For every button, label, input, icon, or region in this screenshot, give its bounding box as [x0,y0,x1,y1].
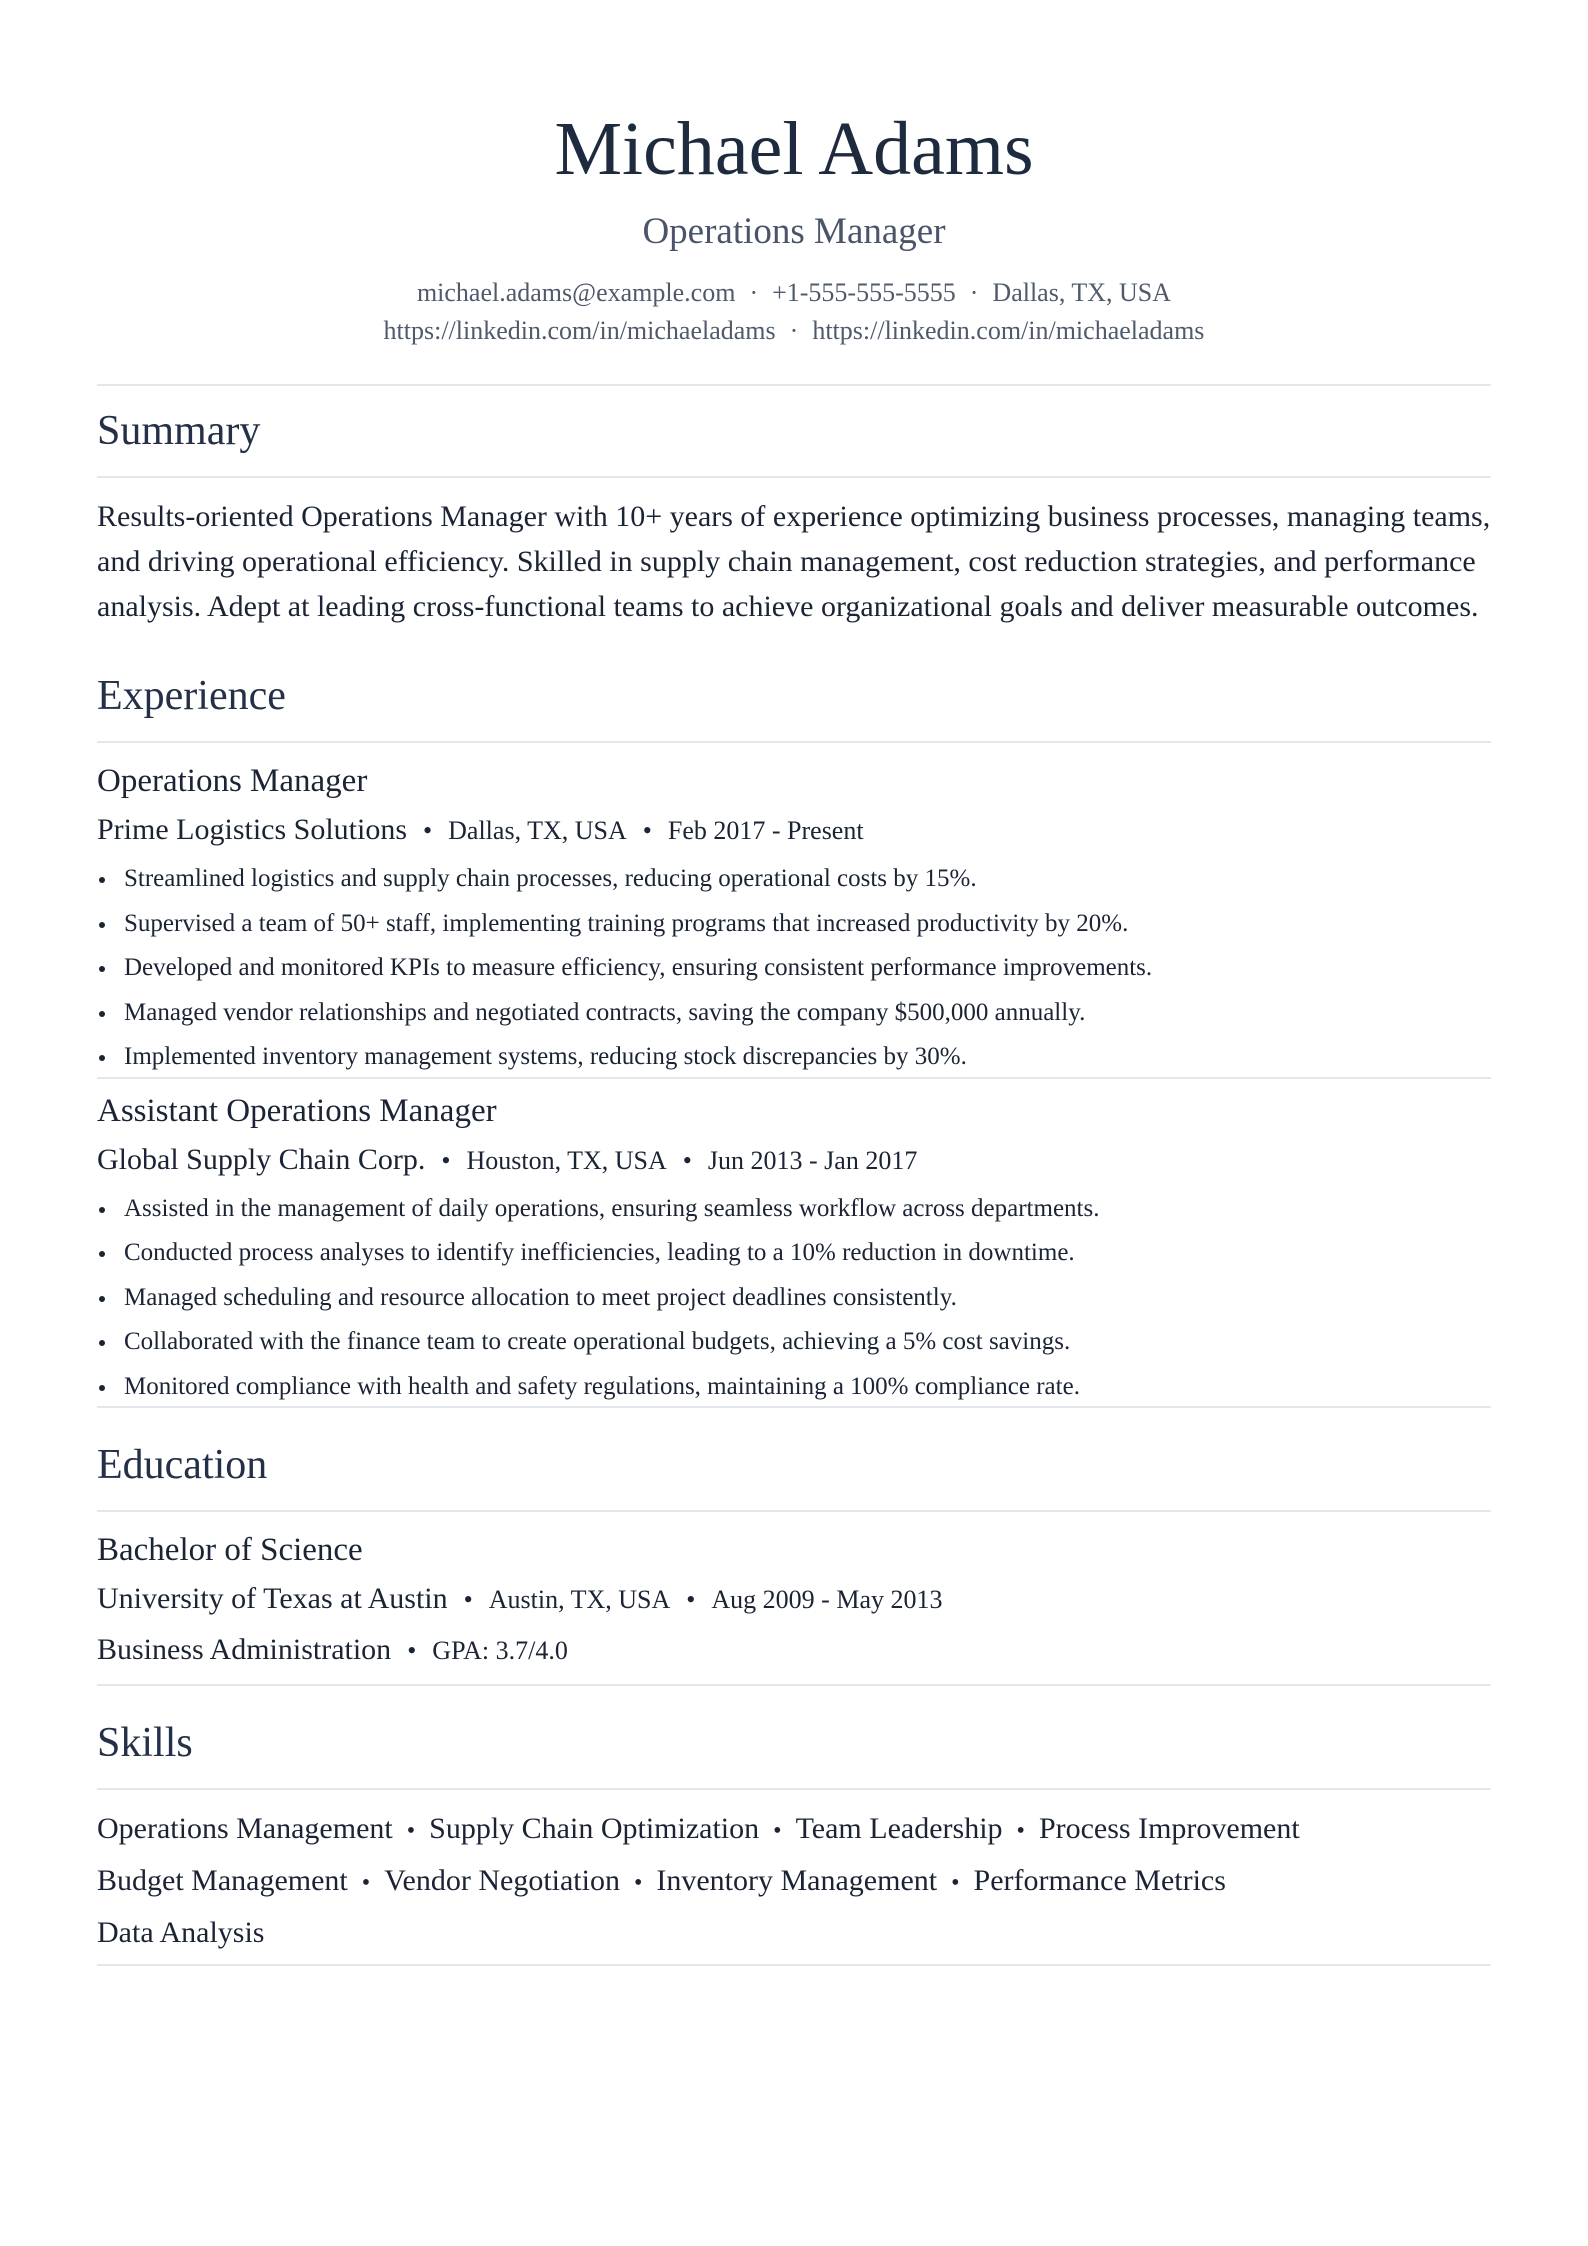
field-of-study: Business Administration [97,1633,392,1666]
contact-line-2 [97,312,1491,350]
skills-row [97,1804,1491,1856]
bullet-separator: • [463,1585,473,1614]
bullet-separator: • [633,1870,643,1896]
job-location: Dallas, TX, USA [448,816,627,845]
separator: · [749,278,759,307]
bullet-separator: • [441,1145,451,1175]
separator: · [969,278,979,307]
skills-row [97,1908,1491,1958]
skill-item: Process Improvement [1038,1812,1300,1845]
skills-list [97,1804,1491,1958]
list-item: Assisted in the management of daily operations, ensuring seamless workflow across departments. [97,1187,1491,1232]
job-dates: Feb 2017 - Present [667,816,864,845]
job-meta [97,1142,1491,1179]
skill-item: Vendor Negotiation [384,1864,620,1897]
job-dates: Jun 2013 - Jan 2017 [707,1145,918,1175]
skills-section [97,1686,1491,1966]
skill-item: Inventory Management [656,1864,938,1897]
divider [97,741,1491,743]
skills-row [97,1856,1491,1908]
bullet-separator: • [642,816,652,845]
list-item: Conducted process analyses to identify inefficiencies, leading to a 10% reduction in downtime. [97,1231,1491,1276]
bullet-separator: • [1016,1818,1025,1844]
list-item: Implemented inventory management systems, reducing stock discrepancies by 30%. [97,1035,1491,1080]
contact-line-1 [97,274,1491,312]
summary-section [97,386,1491,629]
skill-item: Budget Management [97,1864,348,1897]
school-name: University of Texas at Austin [97,1582,448,1615]
email-link[interactable]: michael.adams@example.com [416,278,736,307]
list-item: Developed and monitored KPIs to measure efficiency, ensuring consistent performance improvements. [97,946,1491,991]
bullet-separator: • [951,1870,960,1896]
degree-title: Bachelor of Science [97,1532,363,1568]
bullet-separator: • [686,1585,696,1614]
job-bullets [97,857,1491,1080]
skill-item: Operations Management [97,1812,393,1845]
candidate-title: Operations Manager [642,211,946,252]
divider [97,1788,1491,1790]
phone-number: +1-555-555-5555 [772,278,956,307]
linkedin-link[interactable]: https://linkedin.com/in/michaeladams [383,316,776,345]
education-section [97,1408,1491,1686]
job-entry [97,761,1491,1079]
divider [97,1964,1491,1966]
education-dates: Aug 2009 - May 2013 [711,1585,943,1614]
summary-heading: Summary [97,408,261,454]
skill-item: Performance Metrics [973,1864,1226,1897]
bullet-separator: • [682,1145,692,1175]
company-name: Global Supply Chain Corp. [97,1142,426,1176]
job-meta [97,812,1491,849]
skill-item: Supply Chain Optimization [429,1812,760,1845]
candidate-name: Michael Adams [554,107,1034,191]
resume-header [97,0,1491,350]
summary-text: Results-oriented Operations Manager with 10+ years of experience optimizing business processes, managing teams, and driving operational efficiency. Skilled in supply chain management, cost reduction strategies, and performance analysis. Adept at leading cross-functional teams to achieve organizational goals and deliver measurable outcomes. [97,500,1491,623]
bullet-separator: • [423,816,433,845]
experience-heading: Experience [97,673,286,719]
separator: · [789,316,799,345]
job-location: Houston, TX, USA [466,1145,667,1175]
list-item: Managed scheduling and resource allocation to meet project deadlines consistently. [97,1276,1491,1321]
list-item: Monitored compliance with health and safety regulations, maintaining a 100% compliance rate. [97,1365,1491,1410]
education-heading: Education [97,1442,268,1488]
experience-section [97,629,1491,1408]
job-title: Operations Manager [97,763,368,799]
divider [97,1510,1491,1512]
skill-item: Team Leadership [795,1812,1003,1845]
skill-item: Data Analysis [97,1916,265,1949]
gpa: GPA: 3.7/4.0 [432,1636,568,1665]
bullet-separator: • [773,1818,782,1844]
school-location: Austin, TX, USA [488,1585,671,1614]
bullet-separator: • [361,1870,371,1896]
list-item: Streamlined logistics and supply chain processes, reducing operational costs by 15%. [97,857,1491,902]
education-meta [97,1581,1491,1618]
company-name: Prime Logistics Solutions [97,813,408,846]
job-title: Assistant Operations Manager [97,1092,497,1129]
linkedin-link[interactable]: https://linkedin.com/in/michaeladams [812,316,1205,345]
job-entry [97,1091,1491,1409]
location: Dallas, TX, USA [992,278,1172,307]
job-bullets [97,1187,1491,1410]
list-item: Collaborated with the finance team to create operational budgets, achieving a 5% cost savings. [97,1320,1491,1365]
bullet-separator: • [407,1636,417,1665]
skills-heading: Skills [97,1720,193,1766]
bullet-separator: • [406,1818,416,1844]
list-item: Managed vendor relationships and negotiated contracts, saving the company $500,000 annually. [97,991,1491,1036]
divider [97,476,1491,478]
education-details [97,1632,1491,1669]
list-item: Supervised a team of 50+ staff, implementing training programs that increased productivity by 20%. [97,902,1491,947]
